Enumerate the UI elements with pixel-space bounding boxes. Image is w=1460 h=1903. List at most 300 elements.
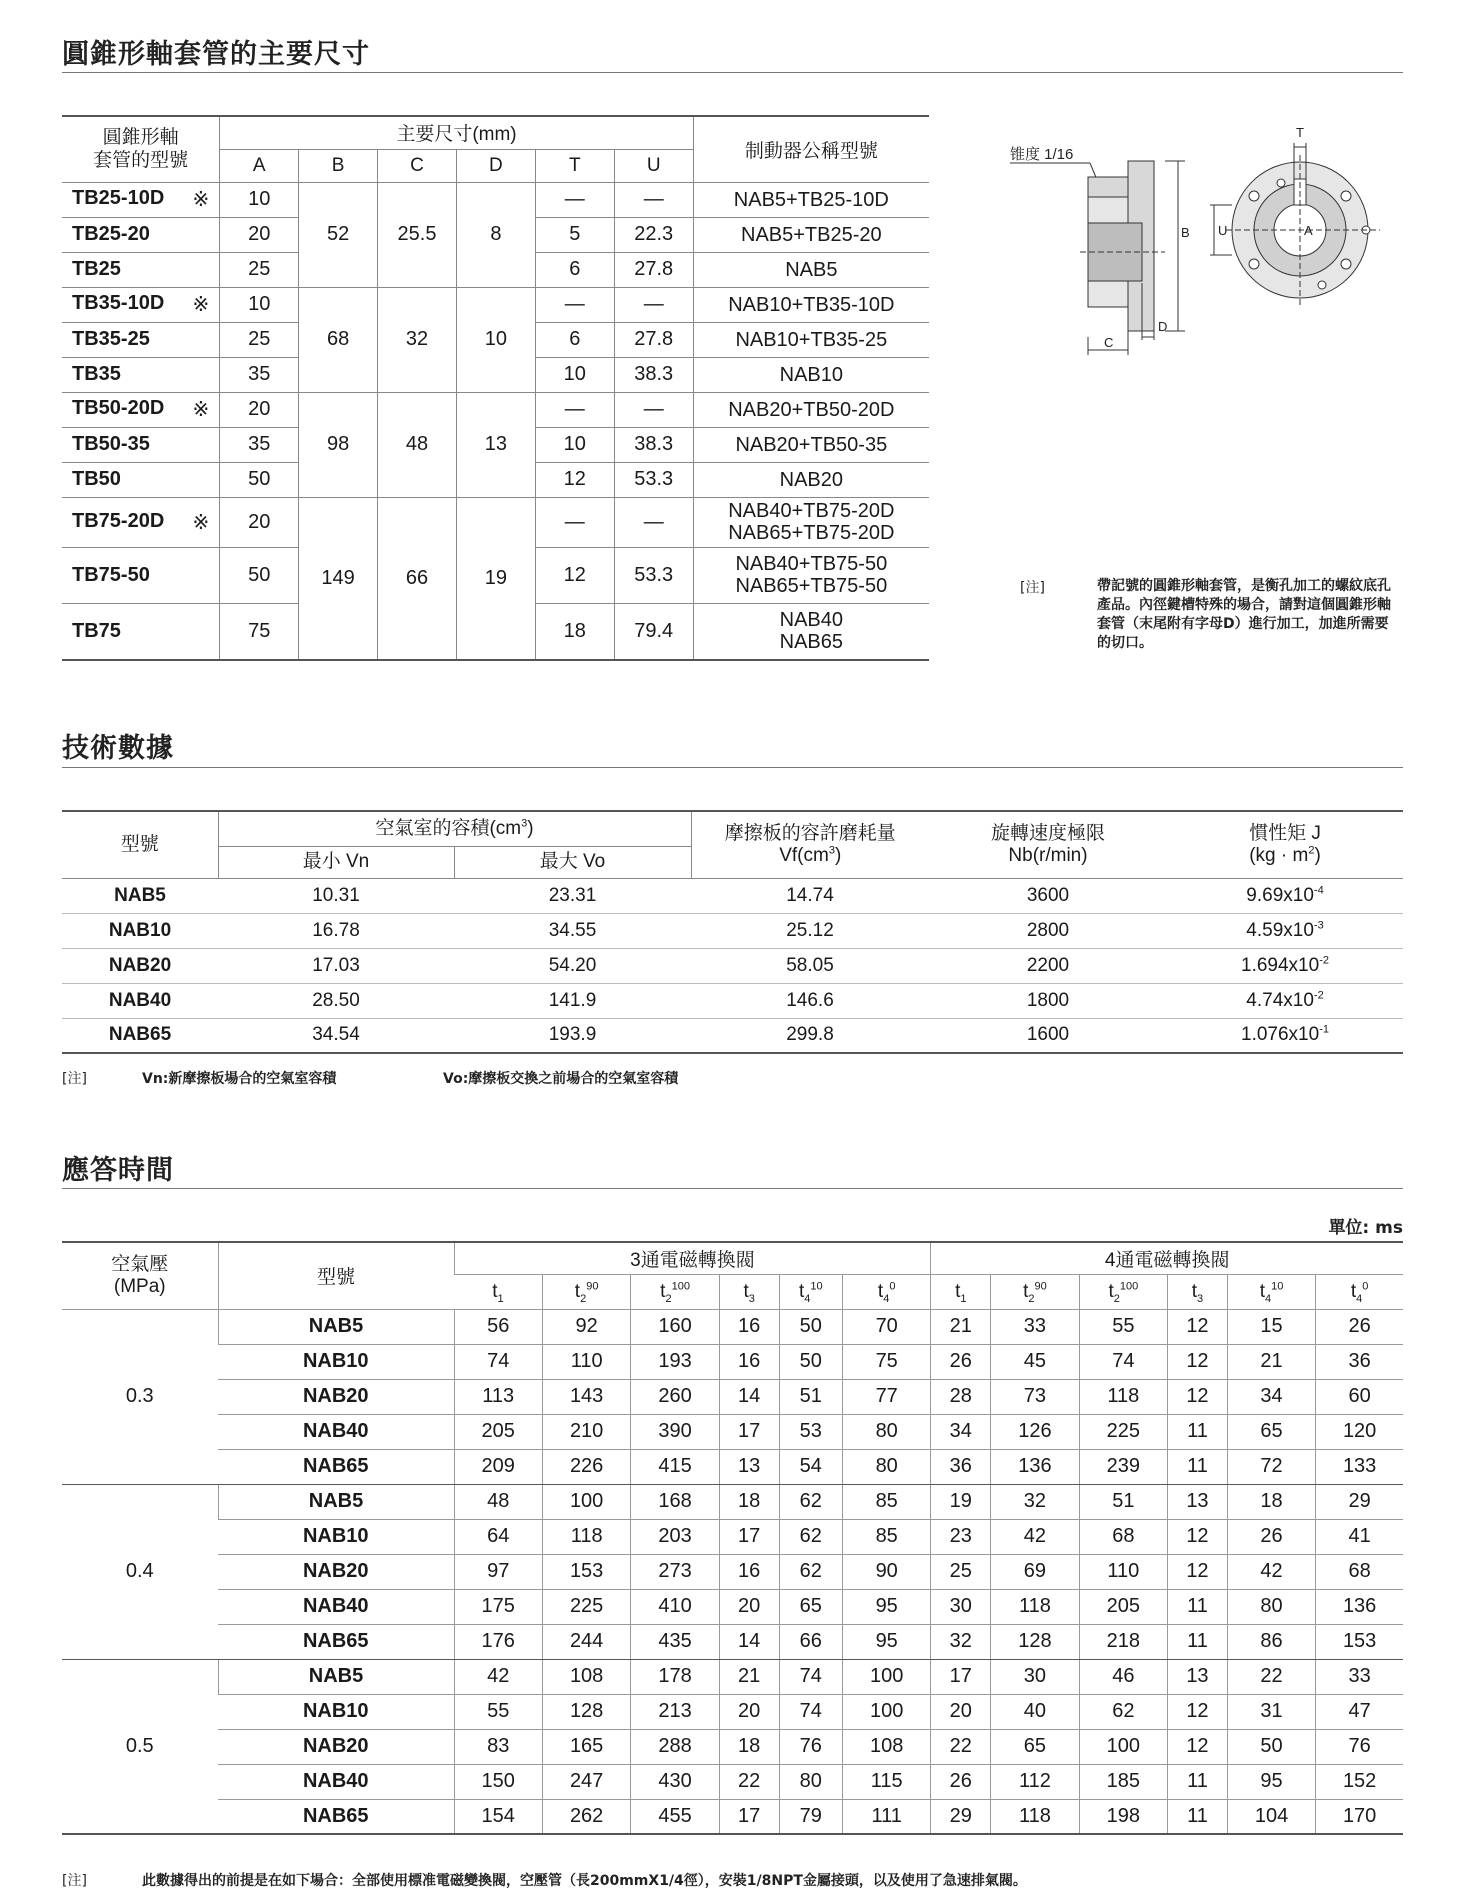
header-vmin: 最小 Vn (218, 846, 454, 878)
header-sub-4way-2: $t_2^{100}$ (1079, 1274, 1167, 1309)
time-cell: 18 (719, 1729, 779, 1764)
time-cell: 66 (779, 1624, 842, 1659)
time-cell: 22 (719, 1764, 779, 1799)
cell-T: 5 (535, 217, 614, 252)
model-cell: NAB40 (62, 983, 218, 1018)
model-cell: NAB10 (218, 1344, 454, 1379)
time-cell: 12 (1168, 1554, 1228, 1589)
time-cell: 23 (931, 1519, 991, 1554)
note-vo: Vo:摩擦板交換之前場合的空氣室容積 (443, 1071, 679, 1087)
note-vn: Vn:新摩擦板場合的空氣室容積 (142, 1071, 337, 1087)
model-cell: NAB40 (218, 1414, 454, 1449)
cell-A: 10 (220, 182, 299, 217)
table-row (62, 1694, 1403, 1729)
time-cell: 12 (1168, 1519, 1228, 1554)
mark-icon: ※ (192, 294, 210, 316)
time-cell: 17 (719, 1519, 779, 1554)
time-cell: 11 (1168, 1449, 1228, 1484)
time-cell: 95 (842, 1589, 930, 1624)
section-title-tech-data: 技術數據 (62, 733, 174, 764)
model-cell: NAB65 (218, 1799, 454, 1834)
cell-U: 53.3 (614, 547, 693, 603)
cell-vf: 299.8 (786, 1024, 834, 1046)
header-col-C: C (378, 149, 457, 182)
section-title-response-time: 應答時間 (62, 1155, 174, 1186)
table-row (62, 948, 1403, 983)
header-col-B: B (299, 149, 378, 182)
header-sub-3way-4: $t_4^{10}$ (779, 1274, 842, 1309)
cell-nb: 2200 (929, 948, 1167, 983)
brake-model-cell: NAB20+TB50-35 (693, 427, 929, 462)
time-cell: 31 (1227, 1694, 1315, 1729)
cell-U: 38.3 (614, 357, 693, 392)
cell-D: 8 (456, 182, 535, 287)
time-cell: 126 (991, 1414, 1079, 1449)
time-cell: 17 (931, 1659, 991, 1694)
table-row (62, 1729, 1403, 1764)
brake-model-cell: NAB40+TB75-50 NAB65+TB75-50 (693, 547, 929, 603)
bushing-model-cell: TB50-35 (62, 427, 220, 462)
cell-vo: 34.55 (454, 913, 691, 948)
cell-A: 75 (220, 603, 299, 660)
time-cell: 410 (631, 1589, 719, 1624)
time-cell: 260 (631, 1379, 719, 1414)
time-cell: 143 (542, 1379, 630, 1414)
section-title-dimensions: 圓錐形軸套管的主要尺寸 (62, 39, 370, 70)
header-col-D: D (456, 149, 535, 182)
header-3way-valve: 3通電磁轉換閥 (454, 1242, 931, 1274)
time-cell: 128 (991, 1624, 1079, 1659)
dim-label-D: D (1158, 319, 1168, 334)
dim-label-B: B (1181, 225, 1190, 240)
time-cell: 108 (842, 1729, 930, 1764)
time-cell: 90 (842, 1554, 930, 1589)
time-cell: 25 (931, 1554, 991, 1589)
time-cell: 21 (719, 1659, 779, 1694)
time-cell: 218 (1079, 1624, 1167, 1659)
cell-vf: 58.05 (691, 948, 929, 983)
time-cell: 239 (1079, 1449, 1167, 1484)
table-row (62, 1018, 1403, 1053)
cell-A: 20 (220, 497, 299, 547)
cell-A: 20 (220, 217, 299, 252)
model-cell: NAB10 (62, 913, 218, 948)
header-sub-4way-4: $t_4^{10}$ (1227, 1274, 1315, 1309)
time-cell: 17 (719, 1414, 779, 1449)
header-sub-3way-1: $t_2^{90}$ (542, 1274, 630, 1309)
time-cell: 430 (631, 1764, 719, 1799)
cell-T: 18 (535, 603, 614, 660)
time-cell: 46 (1079, 1659, 1167, 1694)
time-cell: 42 (454, 1659, 542, 1694)
time-cell: 244 (542, 1624, 630, 1659)
header-vmax: 最大 Vo (454, 846, 691, 878)
brake-model-cell: NAB10+TB35-25 (693, 322, 929, 357)
brake-model-cell: NAB20 (693, 462, 929, 497)
table-row (62, 1449, 1403, 1484)
model-cell: NAB65 (108, 1024, 172, 1046)
cell-A: 35 (220, 427, 299, 462)
cell-C: 48 (378, 392, 457, 497)
model-cell: NAB20 (218, 1554, 454, 1589)
time-cell: 73 (991, 1379, 1079, 1414)
time-cell: 118 (991, 1799, 1079, 1834)
cell-U: 79.4 (614, 603, 693, 660)
bushing-model-cell: TB75-50 (62, 547, 220, 603)
cell-inertia: $4.59x10^{-3}$ (1167, 913, 1403, 948)
brake-model-cell: NAB5+TB25-20 (693, 217, 929, 252)
time-cell: 60 (1316, 1379, 1403, 1414)
time-cell: 118 (1079, 1379, 1167, 1414)
time-cell: 118 (991, 1589, 1079, 1624)
header-main-dims: 主要尺寸(mm) (220, 116, 693, 149)
header-col-T: T (535, 149, 614, 182)
cell-T: 6 (535, 252, 614, 287)
dim-label-U: U (1218, 223, 1228, 238)
time-cell: 12 (1168, 1379, 1228, 1414)
cell-B: 52 (299, 182, 378, 287)
time-cell: 55 (454, 1694, 542, 1729)
bushing-model-cell: TB35 (62, 357, 220, 392)
time-cell: 85 (842, 1484, 930, 1519)
bushing-model-cell: TB25 (62, 252, 220, 287)
header-sub-4way-0: $t_1$ (931, 1274, 991, 1309)
dim-label-C: C (1104, 335, 1114, 350)
cell-inertia: $1.694x10^{-2}$ (1167, 948, 1403, 983)
cell-B: 98 (299, 392, 378, 497)
cell-A: 25 (220, 322, 299, 357)
bushing-model-cell: TB25-10D ※ (62, 182, 220, 217)
table-row (62, 1309, 1403, 1344)
cell-B: 149 (299, 497, 378, 660)
time-cell: 42 (1227, 1554, 1315, 1589)
brake-model-cell: NAB40+TB75-20D NAB65+TB75-20D (693, 497, 929, 547)
cell-A: 10 (220, 287, 299, 322)
header-brake-model: 制動器公稱型號 (693, 116, 929, 182)
time-cell: 213 (631, 1694, 719, 1729)
time-cell: 176 (454, 1624, 542, 1659)
time-cell: 74 (454, 1344, 542, 1379)
time-cell: 36 (1316, 1344, 1403, 1379)
time-cell: 153 (1316, 1624, 1403, 1659)
model-cell: NAB65 (218, 1624, 454, 1659)
time-cell: 205 (1079, 1589, 1167, 1624)
time-cell: 415 (631, 1449, 719, 1484)
header-sub-3way-3: $t_3$ (719, 1274, 779, 1309)
cell-inertia: $4.74x10^{-2}$ (1167, 983, 1403, 1018)
bushing-model-cell: TB35-25 (62, 322, 220, 357)
time-cell: 34 (1227, 1379, 1315, 1414)
table-row (62, 983, 1403, 1018)
time-cell: 154 (454, 1799, 542, 1834)
cell-U: — (614, 182, 693, 217)
header-sub-3way-0: $t_1$ (454, 1274, 542, 1309)
header-inertia: 慣性矩 J $(kg \cdot m^2)$ (1167, 811, 1403, 878)
time-cell: 136 (1316, 1589, 1403, 1624)
time-cell: 62 (1079, 1694, 1167, 1729)
time-cell: 18 (719, 1484, 779, 1519)
time-cell: 92 (542, 1309, 630, 1344)
bushing-model-cell: TB50 (62, 462, 220, 497)
cell-inertia: $9.69x10^{-4}$ (1167, 878, 1403, 913)
time-cell: 34 (931, 1414, 991, 1449)
time-cell: 20 (719, 1589, 779, 1624)
cell-U: — (614, 392, 693, 427)
time-cell: 112 (991, 1764, 1079, 1799)
time-cell: 288 (631, 1729, 719, 1764)
time-cell: 12 (1168, 1309, 1228, 1344)
note-text-1: 帶記號的圓錐形軸套管，是衡孔加工的螺紋底孔產品。內徑鍵槽特殊的場合，請對這個圓錐形軸套管（末尾附有字母D）進行加工，加進所需要的切口。 (1097, 578, 1391, 651)
time-cell: 170 (1316, 1799, 1403, 1834)
time-cell: 95 (1227, 1764, 1315, 1799)
table-row (62, 497, 929, 547)
time-cell: 48 (454, 1484, 542, 1519)
time-cell: 111 (842, 1799, 930, 1834)
time-cell: 70 (842, 1309, 930, 1344)
table-row (62, 1799, 1403, 1834)
table-row (62, 878, 1403, 913)
time-cell: 11 (1168, 1589, 1228, 1624)
mark-icon: ※ (192, 511, 210, 534)
header-sub-4way-1: $t_2^{90}$ (991, 1274, 1079, 1309)
section-rule (62, 1188, 1403, 1189)
time-cell: 16 (719, 1344, 779, 1379)
time-cell: 12 (1168, 1694, 1228, 1729)
model-cell: NAB20 (62, 948, 218, 983)
table-row (62, 913, 1403, 948)
header-sub-4way-5: $t_4^0$ (1316, 1274, 1403, 1309)
cell-vn: 10.31 (218, 878, 454, 913)
time-cell: 32 (991, 1484, 1079, 1519)
table-row (62, 1519, 1403, 1554)
cell-nb: 3600 (929, 878, 1167, 913)
brake-model-cell: NAB20+TB50-20D (693, 392, 929, 427)
cell-nb: 2800 (929, 913, 1167, 948)
time-cell: 13 (1168, 1659, 1228, 1694)
time-cell: 26 (1227, 1519, 1315, 1554)
time-cell: 390 (631, 1414, 719, 1449)
table-row (62, 1379, 1403, 1414)
time-cell: 29 (1316, 1484, 1403, 1519)
cell-vo: 54.20 (454, 948, 691, 983)
time-cell: 28 (931, 1379, 991, 1414)
time-cell: 62 (779, 1519, 842, 1554)
note-tag-3: [注] (62, 1873, 87, 1889)
time-cell: 18 (1227, 1484, 1315, 1519)
model-cell: NAB5 (62, 878, 218, 913)
time-cell: 74 (779, 1694, 842, 1729)
time-cell: 100 (1079, 1729, 1167, 1764)
cell-vf: 25.12 (691, 913, 929, 948)
time-cell: 36 (931, 1449, 991, 1484)
time-cell: 17 (719, 1799, 779, 1834)
cell-U: 27.8 (614, 322, 693, 357)
table-row (62, 1764, 1403, 1799)
time-cell: 150 (454, 1764, 542, 1799)
time-cell: 64 (454, 1519, 542, 1554)
time-cell: 100 (842, 1659, 930, 1694)
time-cell: 133 (1316, 1449, 1403, 1484)
brake-model-cell: NAB10 (693, 357, 929, 392)
time-cell: 20 (931, 1694, 991, 1729)
header-model: 型號 (62, 811, 218, 878)
time-cell: 11 (1168, 1764, 1228, 1799)
time-cell: 40 (991, 1694, 1079, 1729)
time-cell: 247 (542, 1764, 630, 1799)
time-cell: 185 (1079, 1764, 1167, 1799)
time-cell: 30 (931, 1589, 991, 1624)
time-cell: 128 (542, 1694, 630, 1729)
cell-inertia: $1.076x10^{-1}$ (1241, 1023, 1329, 1046)
response-time-table (62, 1241, 1403, 1835)
mark-icon: ※ (192, 399, 210, 421)
time-cell: 86 (1227, 1624, 1315, 1659)
table-row (62, 1484, 1403, 1519)
time-cell: 47 (1316, 1694, 1403, 1729)
time-cell: 22 (931, 1729, 991, 1764)
bushing-dimensions-table (62, 115, 929, 661)
table-row (62, 1624, 1403, 1659)
dim-label-T: T (1296, 125, 1304, 140)
time-cell: 178 (631, 1659, 719, 1694)
time-cell: 85 (842, 1519, 930, 1554)
model-cell: NAB40 (218, 1589, 454, 1624)
cell-B: 68 (299, 287, 378, 392)
time-cell: 205 (454, 1414, 542, 1449)
time-cell: 62 (779, 1554, 842, 1589)
time-cell: 50 (1227, 1729, 1315, 1764)
cell-U: — (614, 287, 693, 322)
time-cell: 65 (1227, 1414, 1315, 1449)
time-cell: 13 (1168, 1484, 1228, 1519)
time-cell: 29 (931, 1799, 991, 1834)
cell-C: 25.5 (378, 182, 457, 287)
table-row (62, 392, 929, 427)
time-cell: 21 (931, 1309, 991, 1344)
bushing-model-cell: TB50-20D ※ (62, 392, 220, 427)
time-cell: 13 (719, 1449, 779, 1484)
cell-T: 10 (535, 427, 614, 462)
header-sub-3way-2: $t_2^{100}$ (631, 1274, 719, 1309)
cell-vn: 16.78 (218, 913, 454, 948)
time-cell: 118 (542, 1519, 630, 1554)
time-cell: 22 (1227, 1659, 1315, 1694)
time-cell: 32 (931, 1624, 991, 1659)
time-cell: 65 (779, 1589, 842, 1624)
cell-U: 53.3 (614, 462, 693, 497)
header-model: 型號 (218, 1242, 454, 1309)
time-cell: 193 (631, 1344, 719, 1379)
time-cell: 226 (542, 1449, 630, 1484)
header-col-U: U (614, 149, 693, 182)
cell-U: 27.8 (614, 252, 693, 287)
cell-A: 25 (220, 252, 299, 287)
time-cell: 77 (842, 1379, 930, 1414)
brake-model-cell: NAB5 (693, 252, 929, 287)
header-volume: 空氣室的容積$(cm^3)$ (218, 811, 691, 846)
time-cell: 83 (454, 1729, 542, 1764)
time-cell: 14 (719, 1379, 779, 1414)
time-cell: 68 (1316, 1554, 1403, 1589)
time-cell: 95 (842, 1624, 930, 1659)
time-cell: 80 (842, 1449, 930, 1484)
time-cell: 110 (1079, 1554, 1167, 1589)
time-cell: 153 (542, 1554, 630, 1589)
cell-T: — (535, 287, 614, 322)
time-cell: 26 (931, 1344, 991, 1379)
cell-C: 32 (378, 287, 457, 392)
time-cell: 455 (631, 1799, 719, 1834)
cell-vf: 146.6 (691, 983, 929, 1018)
time-cell: 11 (1168, 1414, 1228, 1449)
time-cell: 50 (779, 1309, 842, 1344)
cell-A: 20 (220, 392, 299, 427)
cell-C: 66 (378, 497, 457, 660)
bushing-diagram (1000, 125, 1400, 355)
time-cell: 115 (842, 1764, 930, 1799)
cell-U: 38.3 (614, 427, 693, 462)
time-cell: 198 (1079, 1799, 1167, 1834)
time-cell: 165 (542, 1729, 630, 1764)
tech-data-table (62, 810, 1403, 1054)
bushing-model-cell: TB75 (62, 603, 220, 660)
time-cell: 120 (1316, 1414, 1403, 1449)
time-cell: 16 (719, 1309, 779, 1344)
model-cell: NAB20 (218, 1729, 454, 1764)
cell-A: 50 (220, 547, 299, 603)
time-cell: 55 (1079, 1309, 1167, 1344)
cell-nb: 1800 (929, 983, 1167, 1018)
note-tag-1: [注] (1020, 580, 1045, 596)
time-cell: 273 (631, 1554, 719, 1589)
header-col-A: A (220, 149, 299, 182)
cell-D: 10 (456, 287, 535, 392)
time-cell: 160 (631, 1309, 719, 1344)
cell-A: 50 (220, 462, 299, 497)
cell-nb: 1600 (1026, 1024, 1070, 1046)
table-row (62, 287, 929, 322)
time-cell: 100 (842, 1694, 930, 1729)
time-cell: 50 (779, 1344, 842, 1379)
table-row (62, 1414, 1403, 1449)
time-cell: 15 (1227, 1309, 1315, 1344)
pressure-cell: 0.3 (62, 1309, 218, 1484)
time-cell: 62 (779, 1484, 842, 1519)
time-cell: 175 (454, 1589, 542, 1624)
cell-U: — (614, 497, 693, 547)
header-sub-3way-5: $t_4^0$ (842, 1274, 930, 1309)
cell-T: 6 (535, 322, 614, 357)
table-row (62, 182, 929, 217)
time-cell: 80 (842, 1414, 930, 1449)
time-cell: 108 (542, 1659, 630, 1694)
brake-model-cell: NAB5+TB25-10D (693, 182, 929, 217)
time-cell: 225 (1079, 1414, 1167, 1449)
bushing-model-cell: TB75-20D ※ (62, 497, 220, 547)
cell-D: 13 (456, 392, 535, 497)
cell-T: — (535, 182, 614, 217)
cell-T: 12 (535, 462, 614, 497)
time-cell: 56 (454, 1309, 542, 1344)
bushing-model-cell: TB35-10D ※ (62, 287, 220, 322)
time-cell: 45 (991, 1344, 1079, 1379)
taper-label: 锥度 1/16 (1010, 146, 1074, 163)
time-cell: 53 (779, 1414, 842, 1449)
time-cell: 80 (779, 1764, 842, 1799)
cell-T: — (535, 497, 614, 547)
time-cell: 168 (631, 1484, 719, 1519)
cell-vn: 28.50 (218, 983, 454, 1018)
